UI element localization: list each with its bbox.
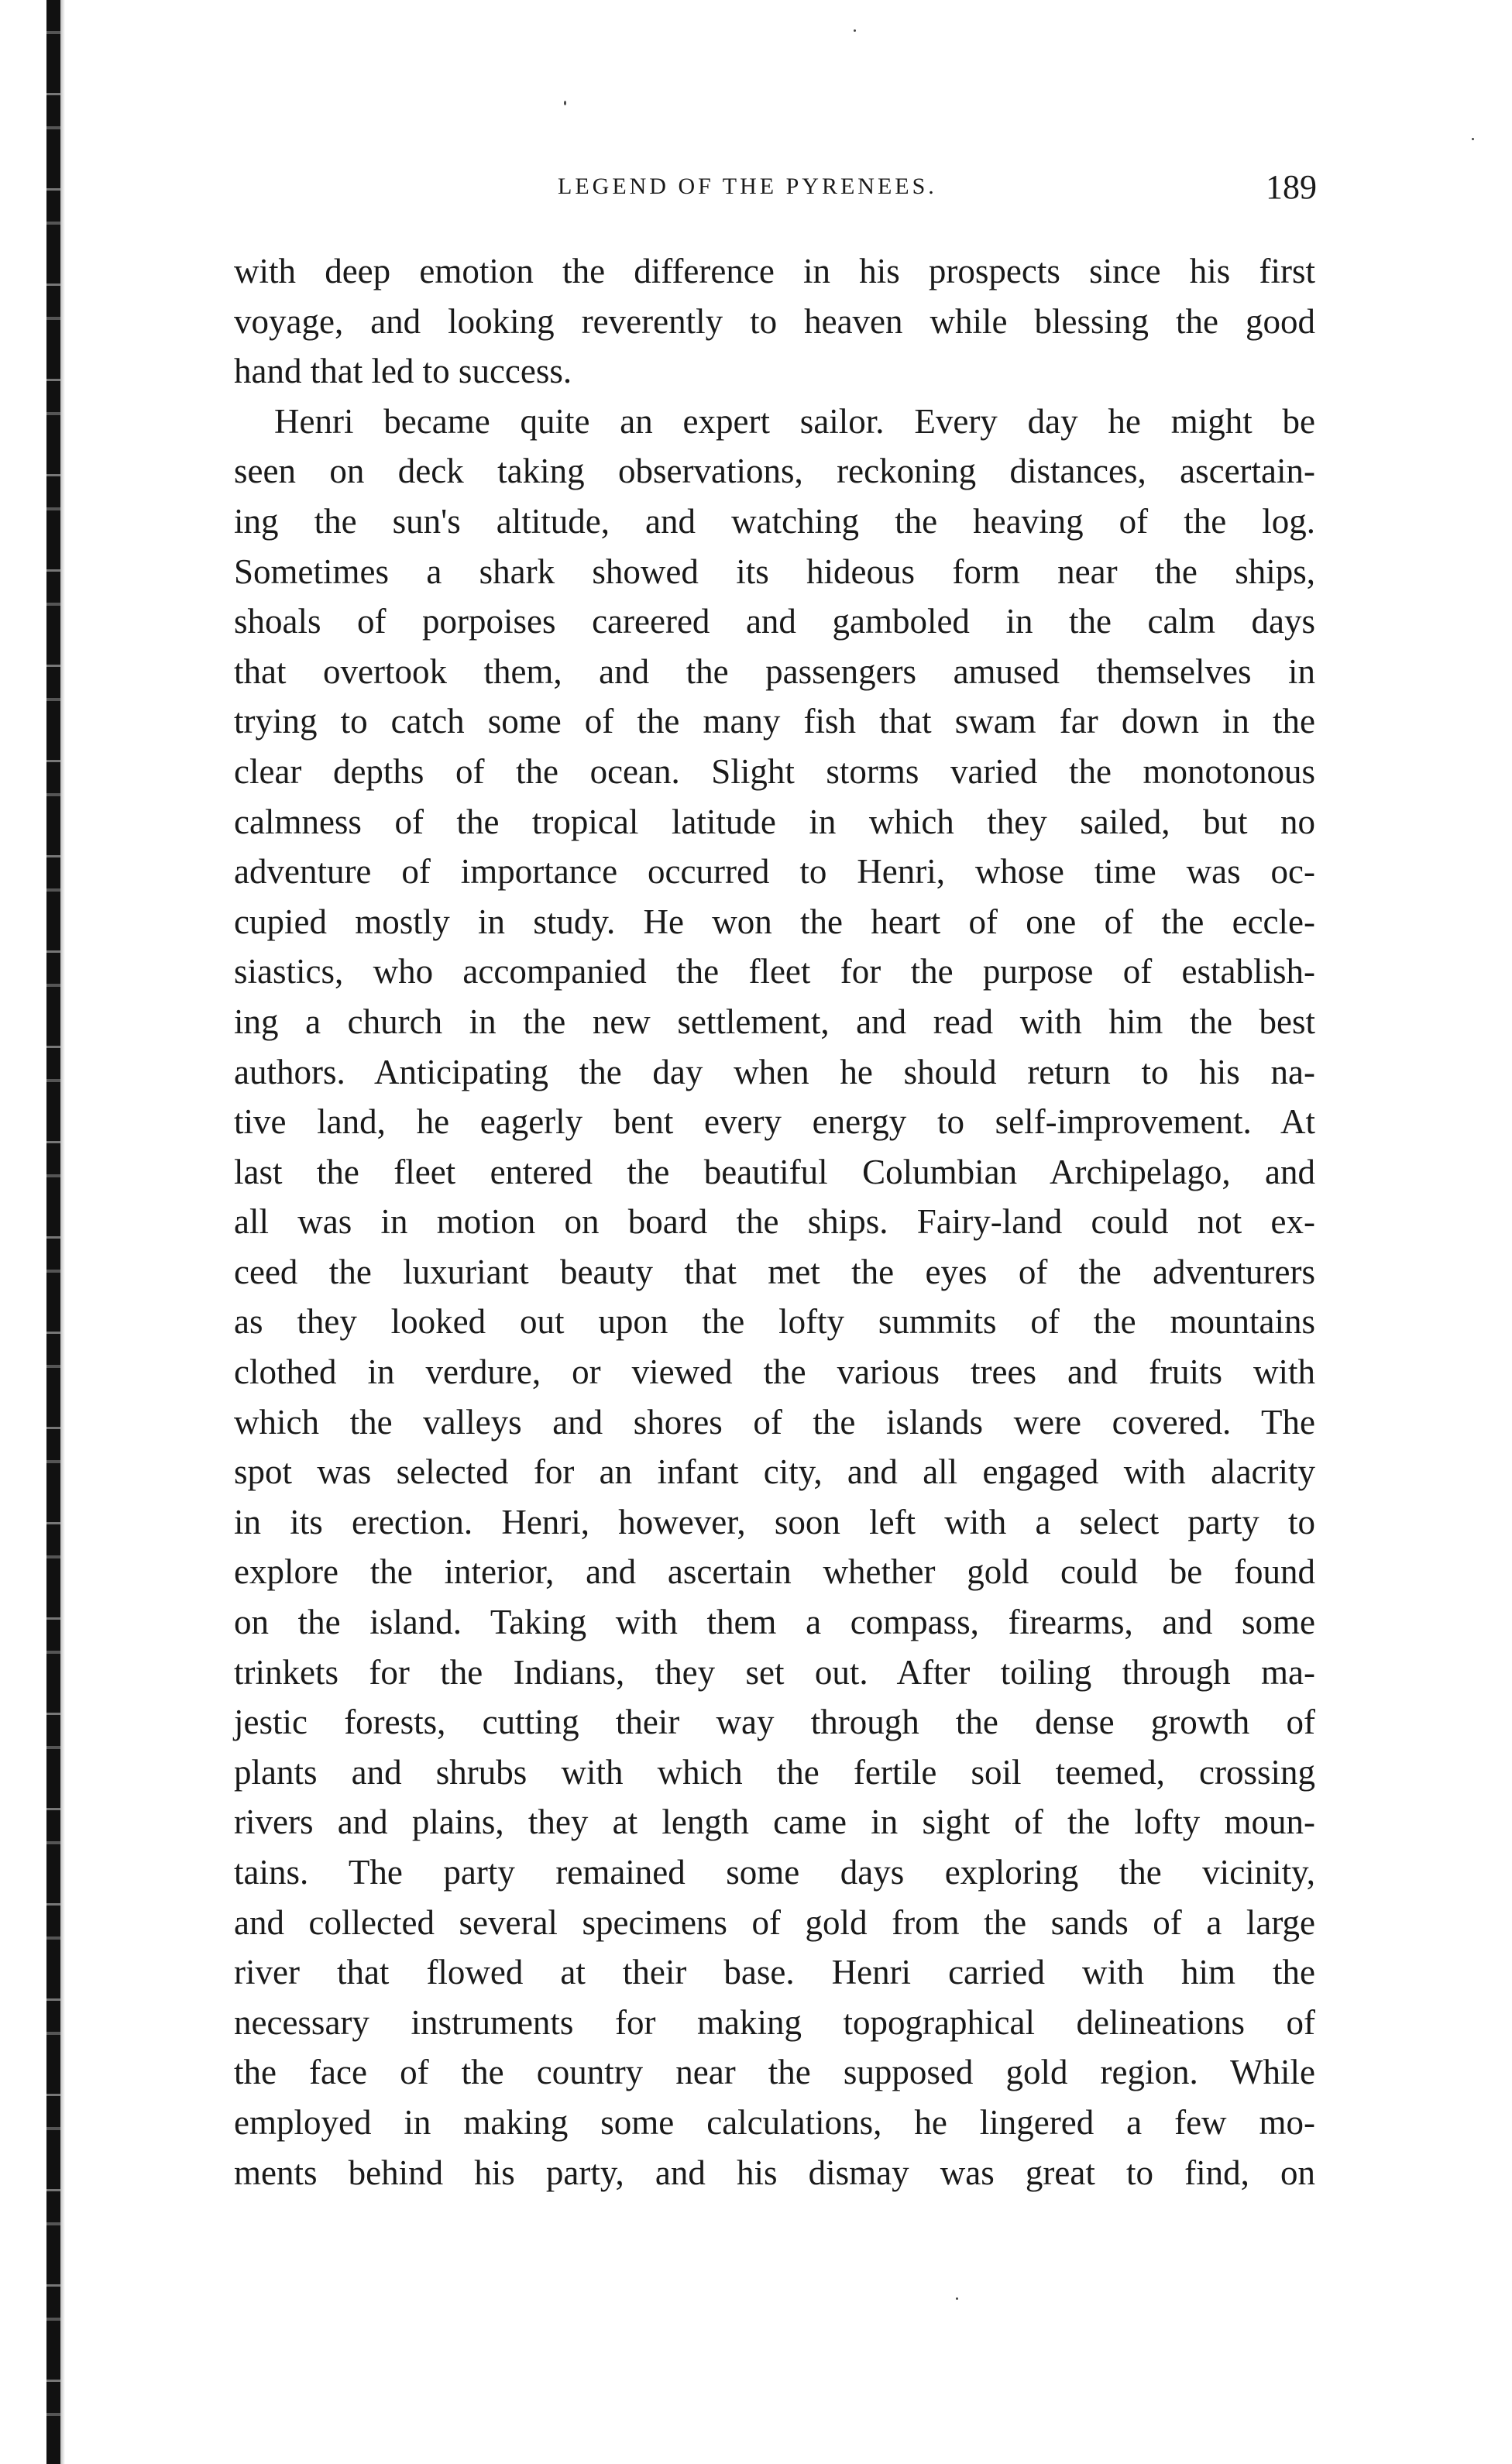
text-line: siastics, who accompanied the fleet for the purpose of establish- — [234, 952, 1315, 991]
text-line: with deep emotion the difference in his prospects since his first — [234, 252, 1315, 290]
text-line: and collected several specimens of gold from the sands of a large — [234, 1902, 1315, 1942]
text-line: last the fleet entered the beautiful Columbian Archipelago, and — [234, 1152, 1315, 1191]
text-line: on the island. Taking with them a compass, firearms, and some — [234, 1603, 1315, 1642]
paper-speck — [564, 101, 566, 105]
text-line: trinkets for the Indians, they set out. After toiling through ma- — [234, 1652, 1315, 1692]
text-line: plants and shrubs with which the fertile soil teemed, crossing — [234, 1752, 1315, 1792]
text-line: the face of the country near the supposed gold region. While — [234, 2053, 1315, 2092]
text-line: voyage, and looking reverently to heaven while blessing the good — [234, 301, 1315, 341]
page-number: 189 — [1266, 168, 1317, 206]
text-line: ing a church in the new settlement, and read with him the best — [234, 1002, 1315, 1041]
text-line: rivers and plains, they at length came in sight of the lofty moun- — [234, 1802, 1315, 1842]
paper-speck — [956, 2297, 958, 2300]
text-line: ing the sun's altitude, and watching the heaving of the log. — [234, 501, 1315, 541]
text-line: ceed the luxuriant beauty that met the eyes of the adventurers — [234, 1252, 1315, 1291]
text-line: seen on deck taking observations, reckoning distances, ascertain- — [234, 452, 1315, 491]
text-line: all was in motion on board the ships. Fairy-land could not ex- — [234, 1202, 1315, 1242]
text-line: which the valleys and shores of the islands were covered. The — [234, 1402, 1315, 1442]
text-line: hand that led to success. — [234, 352, 572, 391]
text-line: adventure of importance occurred to Henri, whose time was oc- — [234, 852, 1315, 892]
page-binding-edge — [46, 0, 60, 2464]
text-line: Sometimes a shark showed its hideous form near the ships, — [234, 552, 1315, 591]
text-line: spot was selected for an infant city, and all engaged with alacrity — [234, 1452, 1315, 1492]
text-line: river that flowed at their base. Henri carried with him the — [234, 1953, 1315, 1992]
text-line: clothed in verdure, or viewed the various trees and fruits with — [234, 1352, 1315, 1392]
running-head: LEGEND OF THE PYRENEES. — [558, 174, 937, 199]
page-header — [232, 163, 1317, 209]
text-line: authors. Anticipating the day when he should return to his na- — [234, 1052, 1315, 1091]
text-line: explore the interior, and ascertain whether gold could be found — [234, 1552, 1315, 1592]
paragraph — [234, 397, 1315, 2198]
text-line: Henri became quite an expert sailor. Every day he might be — [274, 401, 1315, 441]
text-line: shoals of porpoises careered and gamboled in the calm days — [234, 602, 1315, 641]
text-line: jestic forests, cutting their way through the dense growth of — [234, 1703, 1315, 1742]
text-line: tive land, he eagerly bent every energy to self-improvement. At — [234, 1102, 1315, 1142]
paper-speck — [854, 29, 856, 32]
text-line: in its erection. Henri, however, soon left with a select party to — [234, 1502, 1315, 1541]
text-line: calmness of the tropical latitude in which they sailed, but no — [234, 802, 1315, 841]
text-line: ments behind his party, and his dismay was great to find, on — [234, 2153, 1315, 2192]
text-line: tains. The party remained some days exploring the vicinity, — [234, 1853, 1315, 1892]
paragraph — [234, 246, 1315, 397]
text-line: necessary instruments for making topographical delineations of — [234, 2002, 1315, 2042]
text-line: as they looked out upon the lofty summits of the mountains — [234, 1302, 1315, 1342]
page-binding-shadow — [60, 0, 65, 2464]
text-line: that overtook them, and the passengers amused themselves in — [234, 651, 1315, 691]
text-line: cupied mostly in study. He won the heart of one of the eccle- — [234, 902, 1315, 941]
text-line: clear depths of the ocean. Slight storms varied the monotonous — [234, 751, 1315, 791]
paper-speck — [1472, 138, 1474, 140]
text-line: employed in making some calculations, he lingered a few mo- — [234, 2102, 1315, 2142]
text-line: trying to catch some of the many fish that swam far down in the — [234, 702, 1315, 741]
body-text — [234, 246, 1315, 2198]
